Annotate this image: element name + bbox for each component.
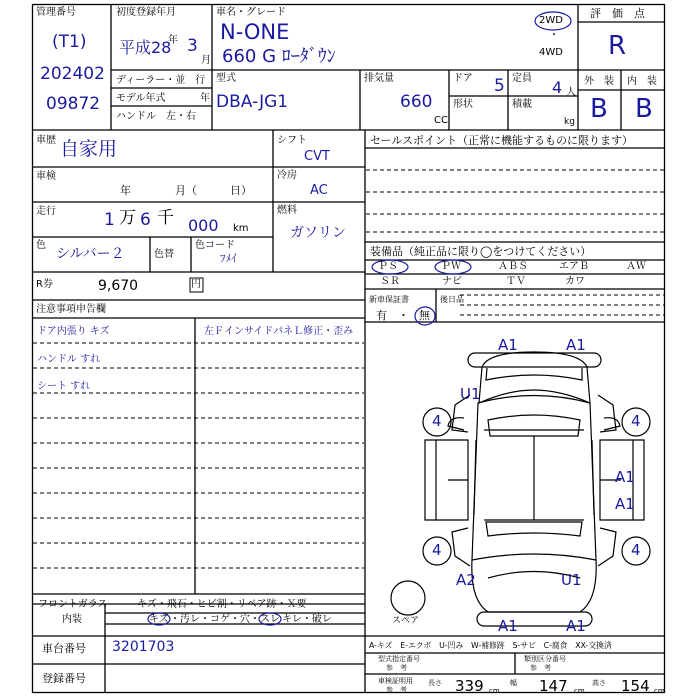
label-fuel: 燃料 <box>277 205 297 216</box>
label-4wd: 4WD <box>539 47 563 58</box>
label-model-type: 型式 <box>216 73 236 84</box>
equip-navi[interactable]: ナビ <box>442 276 462 287</box>
width-value: 147 <box>539 677 568 695</box>
equip-airbag[interactable]: エアＢ <box>559 261 589 272</box>
label-cm3: cm <box>654 687 665 695</box>
length-value: 339 <box>455 677 484 695</box>
label-km: km <box>233 223 249 234</box>
equip-sr[interactable]: ＳＲ <box>380 276 400 287</box>
label-length: 長さ <box>428 679 442 687</box>
label-after-products: 後日品 <box>440 295 464 304</box>
label-year-unit: 年 <box>200 93 210 104</box>
note-2: 左ＦインサイドパネＬ修正・歪み <box>204 326 354 337</box>
equip-ps[interactable]: ＰＳ <box>378 261 398 272</box>
label-height: 高さ <box>592 679 606 687</box>
reg-year-suffix: 年 <box>168 35 178 46</box>
label-cert: 車検証明用 <box>378 677 413 685</box>
exterior-grade: B <box>590 94 608 124</box>
label-reg-no: 登録番号 <box>42 672 86 685</box>
equip-abs[interactable]: ＡＢＳ <box>498 261 528 272</box>
label-r-ticket: R券 <box>36 279 53 290</box>
interior-grade: B <box>635 94 653 124</box>
label-spare: スペア <box>392 616 420 626</box>
reg-month: 3 <box>187 36 198 56</box>
label-warranty: 新車保証書 <box>369 295 409 304</box>
label-warranty-none[interactable]: 無 <box>419 309 430 322</box>
model-name: N-ONE <box>220 20 290 44</box>
r-ticket-value: 9,670 <box>98 278 139 294</box>
displacement-value: 660 <box>400 92 433 112</box>
equip-pw[interactable]: ＰＷ <box>441 261 461 272</box>
damage-mark: 4 <box>432 412 442 430</box>
label-yen: 円 <box>191 279 201 290</box>
label-type-designation: 型式指定番号 <box>378 655 420 663</box>
shift-value: CVT <box>304 149 330 164</box>
reg-era: 平成28 <box>119 38 172 57</box>
damage-mark: A1 <box>615 468 635 486</box>
mgmt-num1: 202402 <box>40 64 105 84</box>
label-ref3: 参 考 <box>386 686 407 694</box>
label-man: 万 <box>119 208 136 228</box>
label-mgmt-no: 管理番号 <box>36 7 76 18</box>
mgmt-code: (T1) <box>52 32 87 52</box>
label-shift: シフト <box>277 135 307 146</box>
label-notes: 注意事項申告欄 <box>36 304 106 315</box>
label-ac: 冷房 <box>277 170 297 181</box>
label-cm2: cm <box>574 687 585 695</box>
label-first-reg: 初度登録年月 <box>116 7 176 18</box>
equipment-grid <box>365 260 665 289</box>
label-cm1: cm <box>489 687 500 695</box>
label-capacity: 定員 <box>512 73 532 84</box>
windshield-items: キズ・飛石・ヒビ割・リペア跡・Ｘ要 <box>137 599 307 610</box>
label-model-grade: 車名・グレード <box>216 7 286 18</box>
label-color-change: 色替 <box>154 249 174 260</box>
label-rating: 評 価 点 <box>590 7 645 20</box>
damage-legend: A-キズ E-エクボ U-凹み W-補修跡 S-サビ C-腐食 XX-交換済 <box>369 641 612 650</box>
label-interior: 内 装 <box>627 76 657 87</box>
color-code-value: ﾌﾒｲ <box>220 252 237 265</box>
damage-mark: 4 <box>432 541 442 559</box>
damage-mark: U1 <box>460 385 481 403</box>
label-interior-damage: 内装 <box>62 614 82 625</box>
label-exterior: 外 装 <box>584 76 614 87</box>
label-sen: 千 <box>157 208 174 228</box>
damage-mark: A1 <box>498 617 518 635</box>
label-inspection: 車検 <box>36 171 56 182</box>
interior-items-mid: ・汚レ・コゲ・穴・ <box>170 614 260 625</box>
label-model-year: モデル年式 <box>116 93 166 104</box>
label-wd-dot: ・ <box>549 30 559 41</box>
damage-mark: A2 <box>456 571 476 589</box>
reg-month-unit: 月 <box>201 55 211 66</box>
label-ref2: 参 考 <box>530 664 551 672</box>
grade-name: 660 G ﾛｰﾀﾞｳﾝ <box>222 46 336 67</box>
label-persons: 人 <box>566 87 576 98</box>
damage-mark: A1 <box>566 617 586 635</box>
label-chassis-no: 車台番号 <box>42 642 86 655</box>
chassis-no-value: 3201703 <box>112 639 175 655</box>
fuel-value: ガソリン <box>290 225 346 241</box>
ac-value: AC <box>310 183 328 198</box>
note-4: シート すれ <box>37 381 91 392</box>
label-door: ドア <box>453 73 473 84</box>
equip-leather[interactable]: カワ <box>565 276 585 287</box>
label-equipment: 装備品（純正品に限り◯をつけてください） <box>370 245 592 258</box>
label-handle: ハンドル 左・右 <box>116 111 196 122</box>
label-2wd: 2WD <box>539 15 563 26</box>
height-value: 154 <box>621 677 650 695</box>
label-kg: kg <box>564 117 575 127</box>
mileage-sen: 6 <box>140 210 151 230</box>
doors-value: 5 <box>494 76 505 96</box>
label-mileage: 走行 <box>36 206 56 217</box>
damage-mark: A1 <box>615 495 635 513</box>
label-insp-date: 年 月（ 日） <box>120 184 252 197</box>
label-warranty-choice: 有 ・ <box>376 309 409 322</box>
label-ref1: 参 考 <box>386 664 407 672</box>
label-sales-points: セールスポイント（正常に機能するものに限ります） <box>370 134 634 147</box>
label-cc: CC <box>434 115 448 126</box>
car-damage-diagram <box>391 352 650 626</box>
note-1: ドア内張り キズ <box>37 326 110 337</box>
interior-kizu[interactable]: キズ <box>149 614 169 625</box>
damage-mark: A1 <box>566 336 586 354</box>
label-shape: 形状 <box>453 99 473 110</box>
label-load: 積載 <box>512 99 532 110</box>
label-windshield: フロントガラス <box>38 599 108 610</box>
capacity-value: 4 <box>552 78 563 97</box>
damage-mark: U1 <box>561 571 582 589</box>
color-value: シルバー２ <box>56 246 125 262</box>
damage-mark: 4 <box>631 541 641 559</box>
history-value: 自家用 <box>60 138 118 160</box>
rating-value: R <box>608 31 627 61</box>
equip-aw[interactable]: ＡＷ <box>626 261 646 272</box>
equip-tv[interactable]: ＴＶ <box>506 276 526 287</box>
label-color-code: 色コード <box>195 240 235 251</box>
model-type-value: DBA-JG1 <box>216 92 289 112</box>
label-category-code: 類別区分番号 <box>524 655 566 663</box>
label-history: 車歴 <box>36 135 56 146</box>
damage-mark: A1 <box>498 336 518 354</box>
mileage-rest: 000 <box>188 216 219 235</box>
label-dealer: ディーラー・並 行 <box>116 75 206 86</box>
label-displacement: 排気量 <box>364 73 394 84</box>
damage-mark: 4 <box>631 412 641 430</box>
interior-items-end: キレ・破レ <box>282 614 332 625</box>
interior-sure[interactable]: スレ <box>260 614 280 625</box>
mileage-man: 1 <box>104 210 115 230</box>
note-3: ハンドル すれ <box>37 354 101 365</box>
label-width: 幅 <box>510 679 517 687</box>
label-color: 色 <box>36 240 46 251</box>
mgmt-num2: 09872 <box>46 94 101 114</box>
